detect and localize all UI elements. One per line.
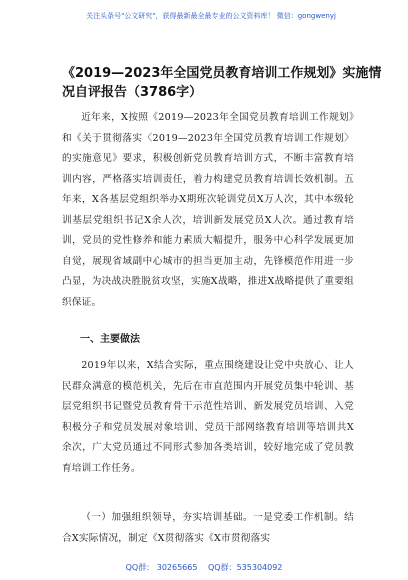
footer-contacts	[0, 560, 408, 576]
document-title: 《2019—2023年全国党员教育培训工作规划》实施情况自评报告（3786字）	[62, 66, 382, 100]
paragraph-organization: （一）加强组织领导，夯实培训基础。一是党委工作机制。结合X实际情况，制定《X贯彻落实《X市贯彻落实	[62, 512, 354, 544]
section-heading-main-practices: 一、主要做法	[80, 334, 140, 345]
paragraph-practices: 2019年以来，X结合实际，重点围绕建设让党中央放心、让人民群众满意的模范机关，先后在市直范围内开展党员集中轮训、基层党组织书记暨党员教育骨干示范性培训、新发展党员培训、入党积极分子和党员发展对象培训、党员干部网络教育培训等培训共X余次，广大党员通过不同形式参加各类培训，较好地完成了党员教育培训工作任务。	[62, 360, 354, 474]
top-banner: 关注头条号"公文研究"，获得最新最全最专业的公文资料库！ 微信：gongwenyj	[86, 12, 336, 20]
footer-qq-group-1: QQ群： 30265665	[125, 563, 198, 572]
footer-qq-group-2: QQ群：535304092	[208, 563, 283, 572]
paragraph-intro: 近年来，X按照《2019—2023年全国党员教育培训工作规划》和《关于贯彻落实〈2019—2023年全国党员教育培训工作规划〉的实施意见》要求，积极创新党员教育培训方式，不断丰富教育培训内容，严格落实培训责任，着力构建党员教育培训长效机制。五年来，X各基层党组织举办X期班次轮训党员X万人次，其中本级轮训基层党组织书记X余人次，培训新发展党员X人次。通过教育培训，党员的党性修养和能力素质大幅提升，服务中心科学发展更加自觉，展现省域副中心城市的担当更加主动，先锋模范作用进一步凸显，为决战决胜脱贫攻坚，实施X战略，推进X战略提供了重要组织保证。	[62, 112, 354, 308]
